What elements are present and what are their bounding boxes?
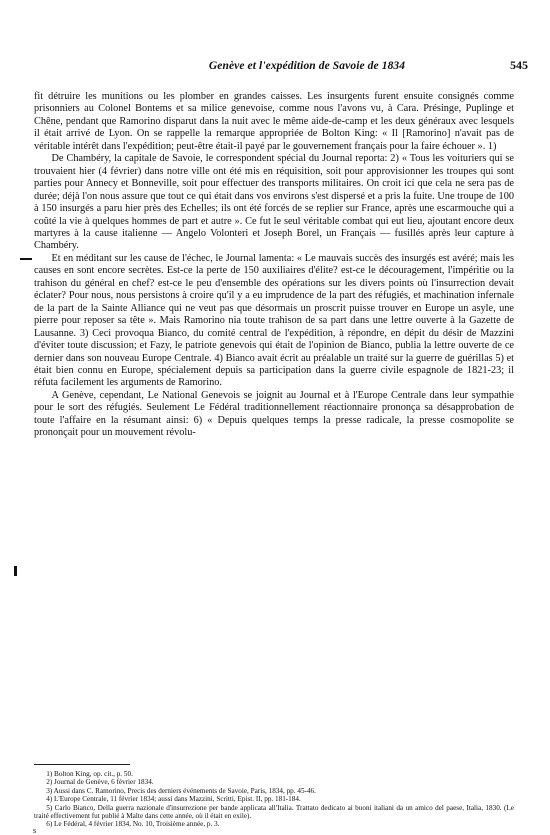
page-header (104, 58, 528, 73)
body-paragraph: De Chambéry, la capitale de Savoie, le correspondent spécial du Journal reporta: 2) « Tous les voituriers qui se trouvaient hier (4 février) dans notre ville ont été mis en réquisition, soit pour approvisionner les troupes qui sont parties pour Annecy et Bonneville, soit pour effectuer des transports militaires. On croit ici que cela ne sera pas de durée; déjà l'on nous assure que tout ce qui était dans vos environs s'est dispersé et a pris la fuite. Une troupe de 100 à 150 insurgés a paru hier près des Echelles; ils ont été forcés de se replier sur France, après une escarmouche qui a coûté la vie à quelques hommes de part et autre ». Ce fut le seul véritable combat qui eut lieu, ajoutant encore deux martyres à la cause italienne — Angelo Volonteri et Joseph Borel, un Français — fusillés après leur capture à Chambéry. (34, 153, 514, 252)
body-paragraph: Et en méditant sur les cause de l'échec, le Journal lamenta: « Le mauvais succès des insurgés est avéré; mais les causes en sont encore secrètes. Est-ce la perte de 150 auxiliaires d'élite? est-ce le découragement, l'impéritie ou la trahison du général en chef? est-ce le peu d'ensemble des opérations sur les divers points où l'insurrection devait éclater? Pour nous, nous persistons à croire qu'il y a eu imprudence de la part des réfugiés, et machination infernale de la part de la Sainte Alliance qui ne veut pas que désormais un proscrit puisse trouver en Europe un asyle, une pierre pour reposer sa tête ». Mais Ramorino nia toute trahison de sa part dans une lettre ouverte à la Gazette de Lausanne. 3) Ceci provoqua Bianco, du comité central de l'expédition, à répondre, en dépit du désir de Mazzini d'éviter toute discussion; et Fazy, le patriote genevois qui était de l'opinion de Bianco, publia la lettre ouverte de ce dernier dans son nouveau Europe Centrale. 4) Bianco avait écrit au préalable un traité sur la guerre de guérillas 5) et était bien connu en Europe, spécialement depuis sa participation dans la guerre civile espagnole de 1821-23; il réfuta facilement les arguments de Ramorino. (34, 252, 514, 389)
body-paragraph: fit détruire les munitions ou les plomber en grandes caisses. Les insurgents furent ensuite consignés comme prisonniers au Colonel Bontems et sa milice genevoise, comme nous l'avons vu, à Cara. Présinge, Puplinge et Chêne, pendant que Ramorino disparut dans la nuit avec le même aide-de-camp et les deux généraux avec lesquels il était arrivé de Lyon. On se rappelle la remarque appropriée de Bolton King: « Il [Ramorino] n'avait pas de véritable intérêt dans l'expédition; peut-être était-il payé par le gouvernement français pour la faire échouer ». 1) (34, 91, 514, 152)
stray-mark: s (33, 826, 37, 835)
footnote: 2) Journal de Genève, 6 février 1834. (46, 778, 154, 787)
footnotes (34, 770, 514, 829)
footnote-divider (34, 764, 130, 765)
body-paragraph: A Genève, cependant, Le National Genevois se joignit au Journal et à l'Europe Centrale dans leur sympathie pour le sort des réfugiés. Seulement Le Fédéral traditionnellement réactionnaire prononça sa désapprobation de toute l'affaire en la résumant ainsi: 6) « Depuis quelques temps la presse radicale, la presse cosmopolite se prononçait pour un mouvement révolu- (34, 389, 514, 439)
footnote: 1) Bolton King, op. cit., p. 50. (46, 770, 133, 778)
footnote: 6) Le Fédéral, 4 février 1834, No. 10, Troisième année, p. 3. (46, 820, 220, 829)
footnote: 4) L'Europe Centrale, 11 février 1834; aussi dans Mazzini, Scritti, Epist. II, pp. 181-184. (46, 795, 301, 804)
page-number: 545 (510, 58, 528, 72)
margin-mark (20, 258, 32, 260)
running-title: Genève et l'expédition de Savoie de 1834 (208, 60, 406, 72)
body-text (34, 91, 514, 440)
margin-mark (14, 566, 17, 576)
footnote: 5) Carlo Bianco, Della guerra nazionale d'insurrezione per bande applicata all'Italia. Trattato dedicato ai buoni italiani da un amico del paese, Italia, 1830. (Le traité effectivement fut publié à Malte dans cette année, où il était en exile). (34, 803, 514, 821)
footnote: 3) Aussi dans C. Ramorino, Precis des derniers événements de Savoie, Paris, 1834, pp. 45-46. (46, 786, 316, 795)
